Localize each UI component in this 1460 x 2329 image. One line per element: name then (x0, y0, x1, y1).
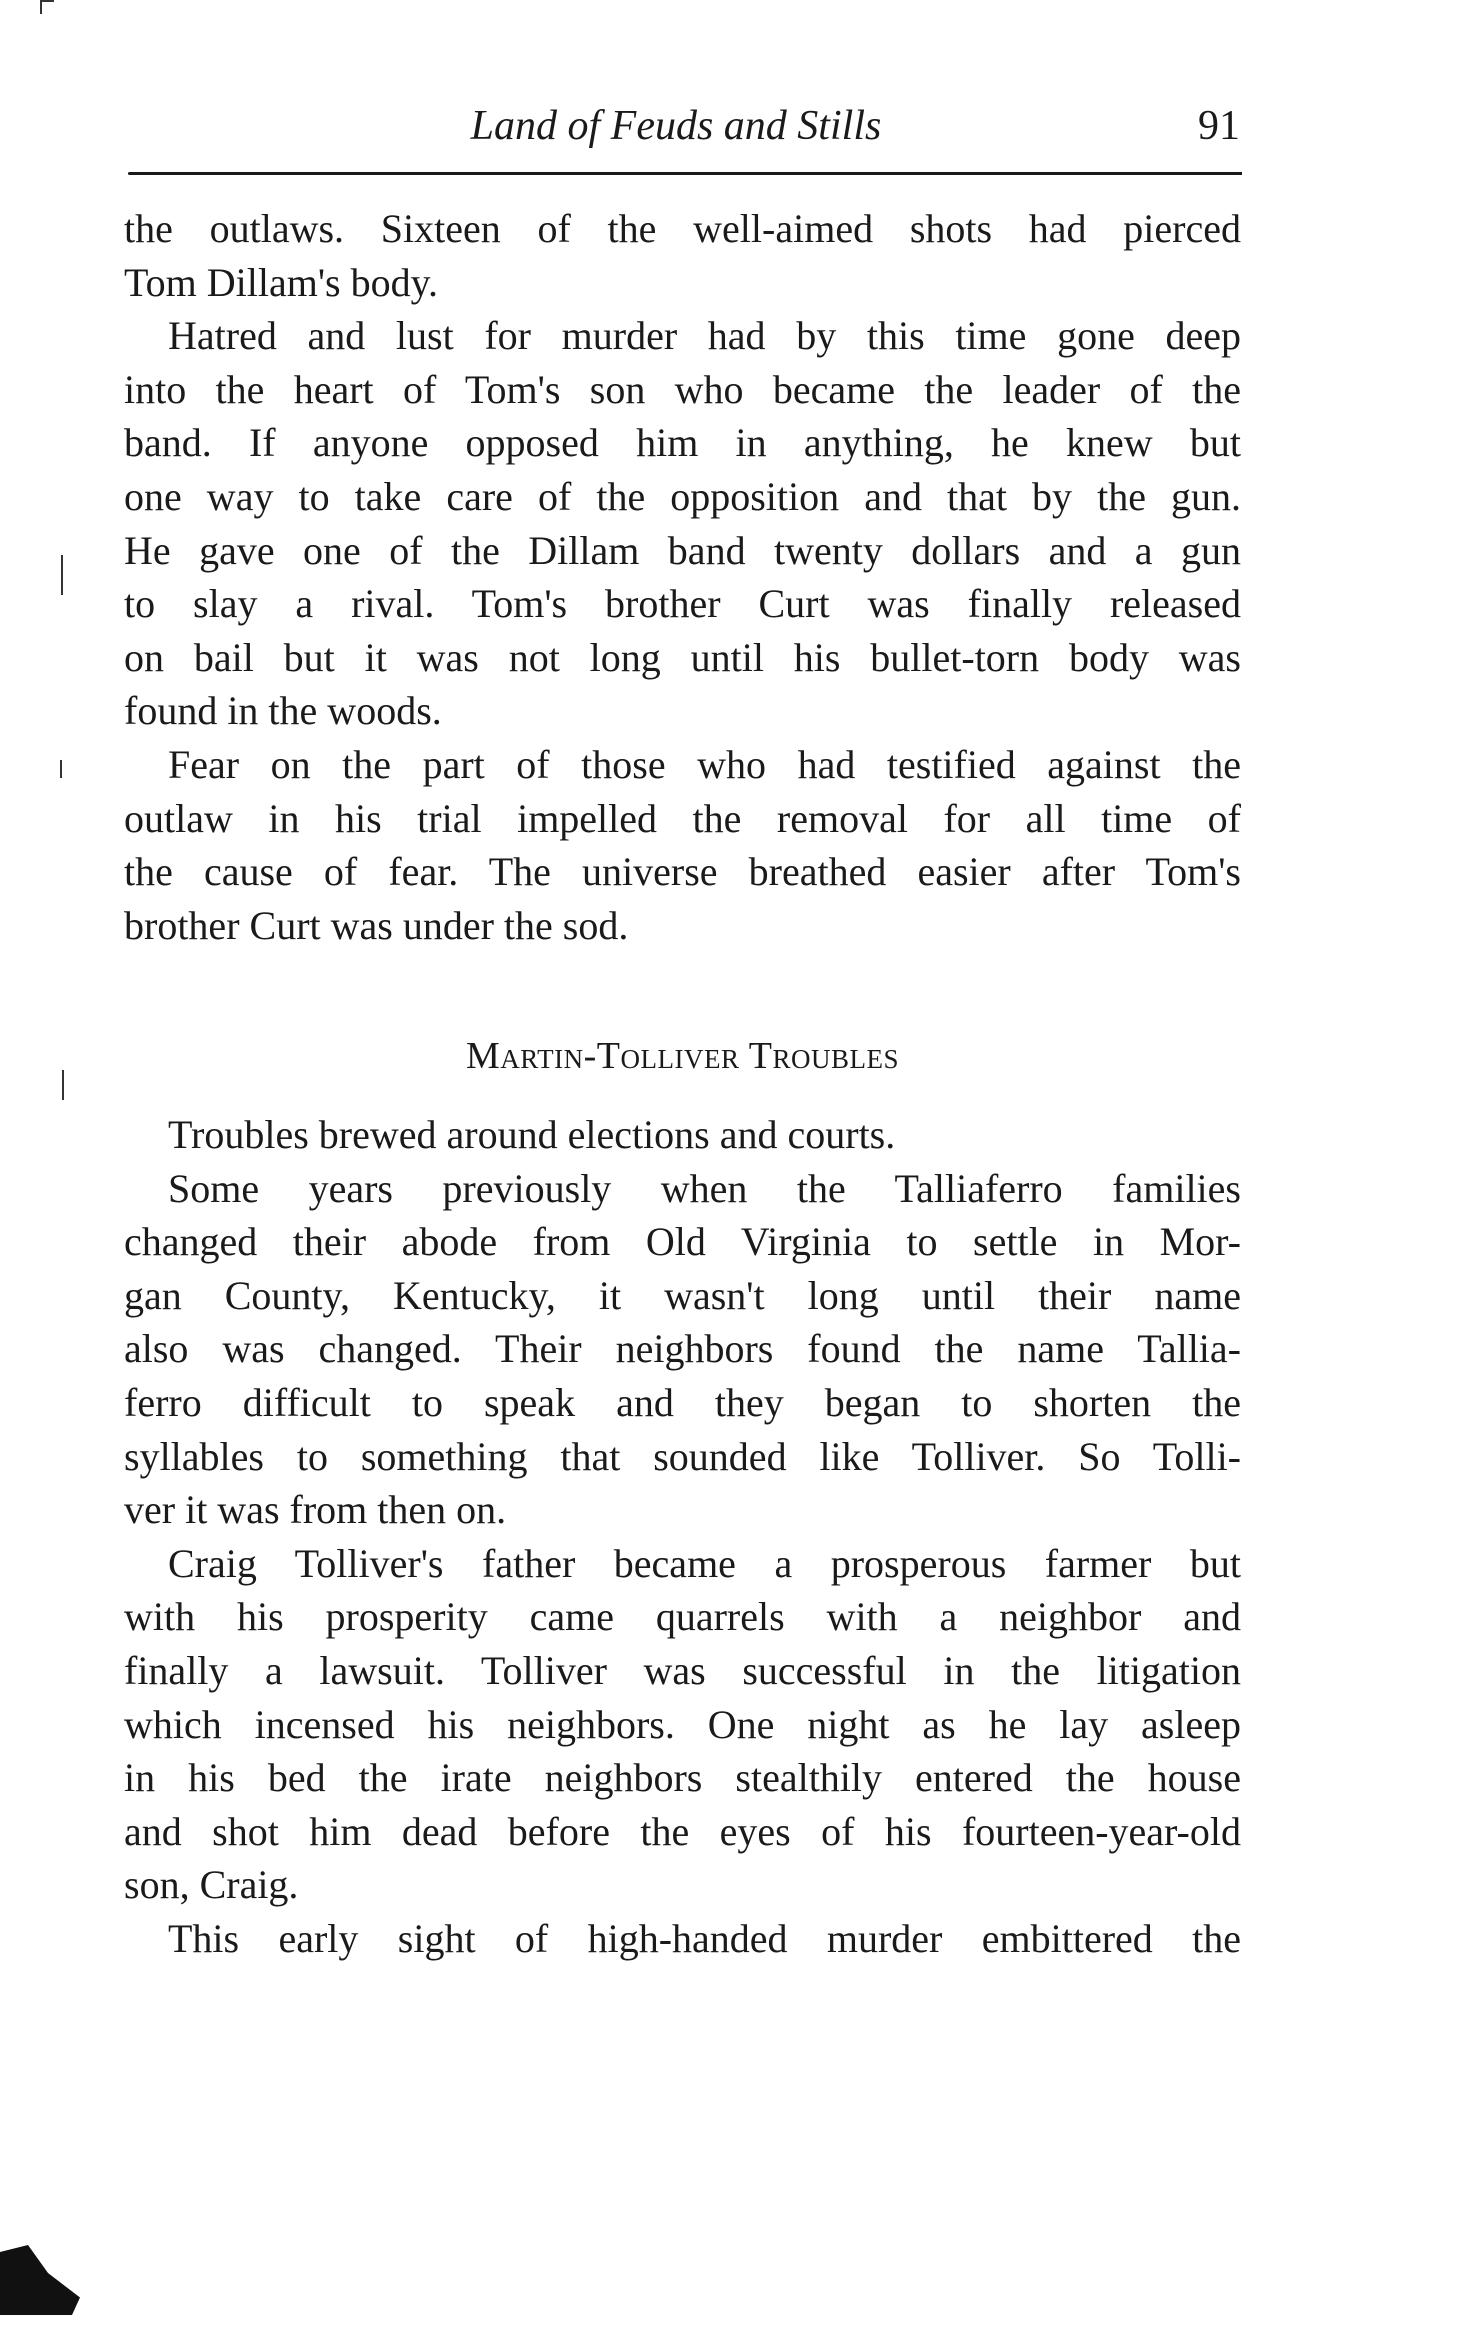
margin-speck (61, 555, 63, 595)
text-line: He gave one of the Dillam band twenty dollars and a gun (124, 528, 1241, 573)
text-line: Fear on the part of those who had testified against the (168, 742, 1241, 787)
text-line: finally a lawsuit. Tolliver was successful in the litigation (124, 1648, 1241, 1693)
text-line: Craig Tolliver's father became a prosperous farmer but (168, 1541, 1241, 1586)
text-line: the outlaws. Sixteen of the well-aimed shots had pierced (124, 206, 1241, 251)
text-line: band. If anyone opposed him in anything, he knew but (124, 420, 1241, 465)
text-line: Some years previously when the Talliaferro families (168, 1166, 1241, 1211)
text-line: brother Curt was under the sod. (124, 903, 629, 948)
running-header-title: Land of Feuds and Stills (470, 103, 882, 149)
text-line: one way to take care of the opposition and that by the gun. (124, 474, 1241, 519)
page-number: 91 (1198, 103, 1240, 149)
text-line: in his bed the irate neighbors stealthily entered the house (124, 1755, 1241, 1800)
margin-speck (60, 760, 62, 778)
text-line: changed their abode from Old Virginia to settle in Mor- (124, 1219, 1241, 1264)
text-line: Tom Dillam's body. (124, 260, 439, 305)
text-line: son, Craig. (124, 1862, 299, 1907)
text-line: found in the woods. (124, 688, 442, 733)
text-line: to slay a rival. Tom's brother Curt was finally released (124, 581, 1241, 626)
text-line: on bail but it was not long until his bullet-torn body was (124, 635, 1241, 680)
scan-blot (0, 2245, 80, 2315)
text-line: Hatred and lust for murder had by this time gone deep (168, 313, 1241, 358)
text-line: This early sight of high-handed murder embittered the (168, 1916, 1241, 1961)
text-line: gan County, Kentucky, it wasn't long until their name (124, 1273, 1241, 1318)
text-line: outlaw in his trial impelled the removal for all time of (124, 796, 1241, 841)
text-line: Troubles brewed around elections and courts. (168, 1112, 896, 1157)
text-line: syllables to something that sounded like Tolliver. So Tolli- (124, 1434, 1241, 1479)
corner-mark (40, 0, 42, 14)
corner-mark (40, 0, 54, 2)
text-line: into the heart of Tom's son who became the leader of the (124, 367, 1241, 412)
text-line: which incensed his neighbors. One night as he lay asleep (124, 1702, 1241, 1747)
text-line: and shot him dead before the eyes of his fourteen-year-old (124, 1809, 1241, 1854)
text-line: ferro difficult to speak and they began to shorten the (124, 1380, 1241, 1425)
header-rule (128, 172, 1242, 175)
section-heading: Martin-Tolliver Troubles (465, 1035, 900, 1077)
text-line: ver it was from then on. (124, 1487, 507, 1532)
text-line: with his prosperity came quarrels with a neighbor and (124, 1594, 1241, 1639)
text-line: the cause of fear. The universe breathed easier after Tom's (124, 849, 1241, 894)
text-line: also was changed. Their neighbors found the name Tallia- (124, 1326, 1241, 1371)
margin-speck (62, 1070, 64, 1100)
